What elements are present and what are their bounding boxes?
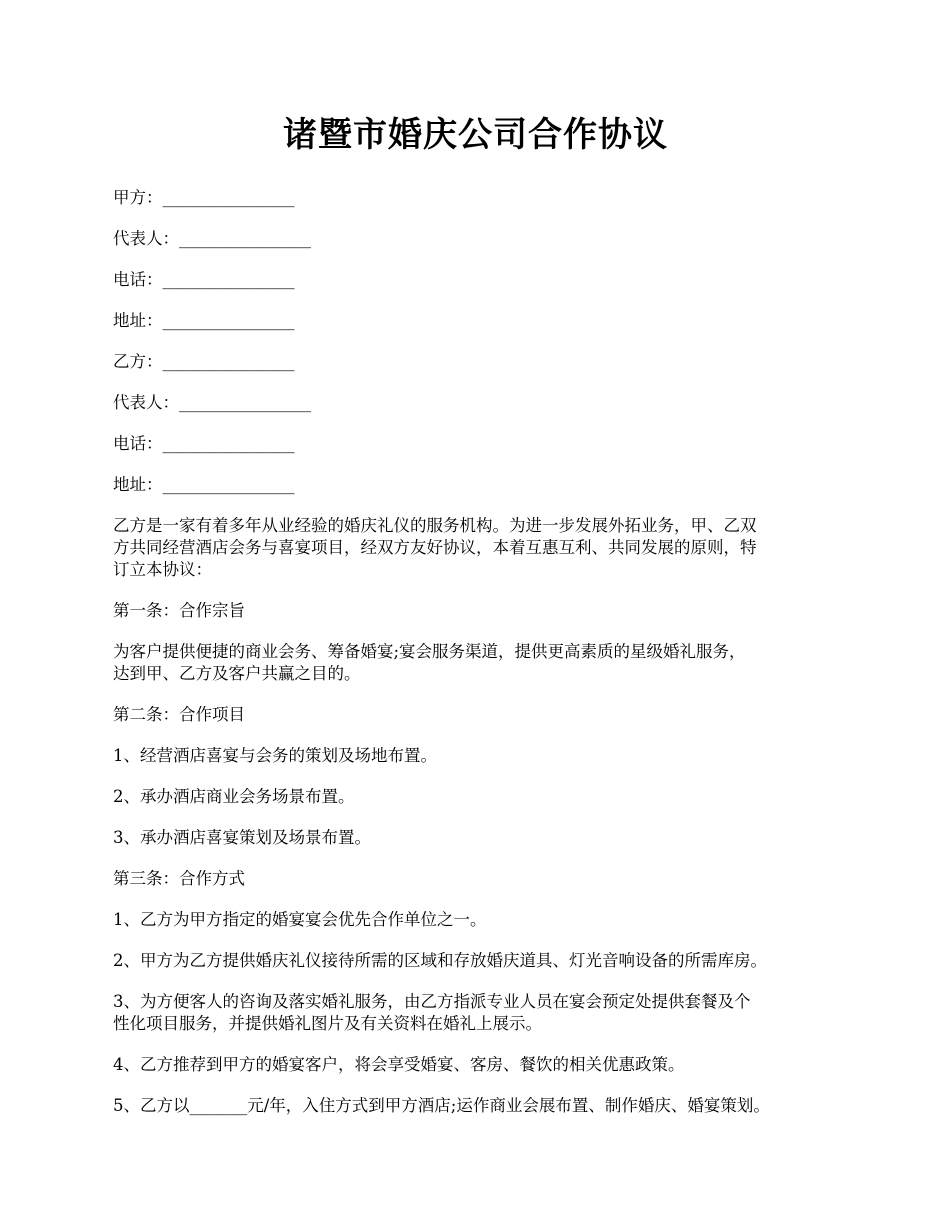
field-blank: ________________: [162, 311, 295, 330]
field-label: 地址：: [113, 475, 163, 494]
field-label: 代表人：: [113, 229, 179, 248]
party-a-address-field: [113, 310, 838, 332]
field-label: 电话：: [113, 270, 163, 289]
article-2-item: 1、经营酒店喜宴与会务的策划及场地布置。: [113, 746, 437, 765]
article-2-item: 2、承办酒店商业会务场景布置。: [113, 787, 355, 806]
article-3-heading: 第三条：合作方式: [113, 869, 245, 888]
article-3-item: 5、乙方以_______元/年，入住方式到甲方酒店;运作商业会展布置、制作婚庆、婚宴策划。: [113, 1096, 770, 1115]
article-2-heading: 第二条：合作项目: [113, 705, 245, 724]
field-blank: ________________: [162, 434, 295, 453]
intro-paragraph: [113, 515, 838, 581]
field-blank: ________________: [179, 229, 311, 248]
paragraph-line: 为客户提供便捷的商业会务、筹备婚宴;宴会服务渠道，提供更高素质的星级婚礼服务，: [113, 642, 746, 661]
field-blank: ________________: [162, 475, 295, 494]
paragraph-line: 订立本协议：: [113, 560, 212, 579]
paragraph-line: 达到甲、乙方及客户共赢之目的。: [113, 664, 361, 683]
field-label: 甲方：: [113, 188, 163, 207]
field-blank: ________________: [179, 393, 311, 412]
article-3-item: 1、乙方为甲方指定的婚宴宴会优先合作单位之一。: [113, 910, 487, 929]
field-blank: ________________: [162, 352, 295, 371]
paragraph-line: 3、为方便客人的咨询及落实婚礼服务，由乙方指派专业人员在宴会预定处提供套餐及个: [113, 992, 751, 1011]
paragraph-line: 性化项目服务，并提供婚礼图片及有关资料在婚礼上展示。: [113, 1014, 542, 1033]
field-label: 乙方：: [113, 352, 163, 371]
article-3-item: [113, 991, 838, 1035]
paragraph-line: 方共同经营酒店会务与喜宴项目，经双方友好协议，本着互惠互利、共同发展的原则，特: [113, 538, 757, 557]
field-label: 代表人：: [113, 393, 179, 412]
document-title: 诸暨市婚庆公司合作协议: [283, 115, 668, 155]
party-b-phone-field: [113, 433, 838, 455]
party-b-address-field: [113, 474, 838, 496]
party-a-representative-field: [113, 228, 838, 250]
paragraph-line: 乙方是一家有着多年从业经验的婚庆礼仪的服务机构。为进一步发展外拓业务，甲、乙双: [113, 516, 757, 535]
party-b-name-field: [113, 351, 838, 373]
article-3-item: 4、乙方推荐到甲方的婚宴客户，将会享受婚宴、客房、餐饮的相关优惠政策。: [113, 1055, 685, 1074]
field-blank: ________________: [162, 188, 295, 207]
party-a-name-field: [113, 187, 838, 209]
field-blank: ________________: [162, 270, 295, 289]
article-2-item: 3、承办酒店喜宴策划及场景布置。: [113, 828, 371, 847]
party-b-representative-field: [113, 392, 838, 414]
field-label: 地址：: [113, 311, 163, 330]
party-a-phone-field: [113, 269, 838, 291]
article-3-item: 2、甲方为乙方提供婚庆礼仪接待所需的区域和存放婚庆道具、灯光音响设备的所需库房。: [113, 951, 767, 970]
article-1-body: [113, 641, 838, 685]
field-label: 电话：: [113, 434, 163, 453]
article-1-heading: 第一条：合作宗旨: [113, 601, 245, 620]
